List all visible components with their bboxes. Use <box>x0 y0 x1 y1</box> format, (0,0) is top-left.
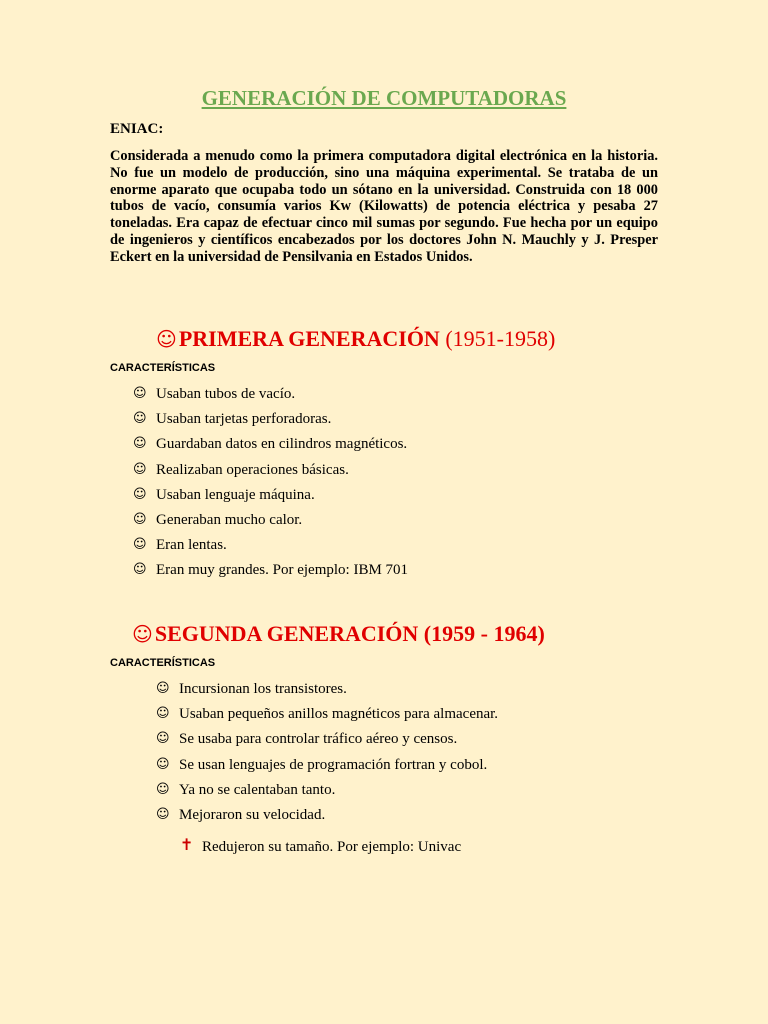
list-item <box>133 408 408 433</box>
list-item-text: Realizaban operaciones básicas. <box>156 461 349 478</box>
smiley-icon: ☺ <box>133 511 147 527</box>
smiley-icon: ☺ <box>156 756 170 772</box>
second-generation-heading <box>132 621 545 647</box>
list-item-text: Ya no se calentaban tanto. <box>179 781 336 798</box>
list-item <box>156 779 498 804</box>
list-item-text: Eran muy grandes. Por ejemplo: IBM 701 <box>156 562 409 579</box>
list-item <box>156 678 498 703</box>
smiley-icon: ☺ <box>132 622 153 646</box>
smiley-icon: ☺ <box>133 486 147 502</box>
list-item <box>133 433 408 458</box>
smiley-icon: ☺ <box>156 806 170 822</box>
smiley-icon: ☺ <box>156 327 177 351</box>
list-item <box>156 703 498 728</box>
first-generation-years: (1951-1958) <box>445 326 556 351</box>
smiley-icon: ☺ <box>133 436 147 452</box>
list-item <box>133 459 408 484</box>
list-item-text: Se usan lenguajes de programación fortran y cobol. <box>179 756 488 773</box>
smiley-icon: ☺ <box>133 386 147 401</box>
smiley-icon: ☺ <box>156 706 170 722</box>
list-item-text: Usaban tarjetas perforadoras. <box>156 411 332 428</box>
smiley-icon: ☺ <box>156 781 170 797</box>
list-item-text: Se usaba para controlar tráfico aéreo y censos. <box>179 731 458 748</box>
list-item-text: Guardaban datos en cilindros magnéticos. <box>156 436 408 453</box>
second-generation-characteristics-label: CARACTERÍSTICAS <box>110 657 216 669</box>
list-item-text: Redujeron su tamaño. Por ejemplo: Univac <box>202 839 462 855</box>
list-item <box>156 804 498 829</box>
eniac-label: ENIAC: <box>110 121 164 137</box>
second-generation-name: SEGUNDA GENERACIÓN <box>154 621 419 646</box>
smiley-icon: ☺ <box>133 411 147 427</box>
smiley-icon: ☺ <box>133 537 147 553</box>
first-generation-name: PRIMERA GENERACIÓN <box>178 326 440 351</box>
list-item-text: Mejoraron su velocidad. <box>179 806 326 823</box>
list-item-text: Incursionan los transistores. <box>179 681 347 697</box>
smiley-icon: ☺ <box>156 731 170 747</box>
first-generation-list <box>133 383 408 585</box>
list-item-text: Usaban tubos de vacío. <box>156 386 296 402</box>
list-item-text: Usaban lenguaje máquina. <box>156 486 315 503</box>
list-item <box>133 383 408 408</box>
list-item <box>156 754 498 779</box>
list-item-text: Eran lentas. <box>156 537 227 554</box>
second-generation-list <box>156 678 498 829</box>
smiley-icon: ☺ <box>133 562 147 578</box>
second-generation-years: (1959 - 1964) <box>423 621 545 646</box>
list-item <box>133 534 408 559</box>
list-item <box>133 559 408 584</box>
eniac-description: Considerada a menudo como la primera computadora digital electrónica en la historia. No fue un modelo de producción, sino una máquina experimental. Se trataba de un enorme aparato que ocupaba todo un sótano en la universidad. Construida con 18 000 tubos de vacío, consumía varios Kw (Kilowatts) de potencia eléctrica y pesaba 27 toneladas. Era capaz de efectuar cinco mil sumas por segundo. Fue hecha por un equipo de ingenieros y científicos encabezados por los doctores John N. Mauchly y J. Presper Eckert en la universidad de Pensilvania en Estados Unidos. <box>110 148 658 265</box>
smiley-icon: ☺ <box>156 681 170 696</box>
list-item <box>133 484 408 509</box>
list-item-text: Usaban pequeños anillos magnéticos para almacenar. <box>179 706 499 723</box>
page-title: GENERACIÓN DE COMPUTADORAS <box>201 86 567 110</box>
first-generation-characteristics-label: CARACTERÍSTICAS <box>110 362 216 374</box>
list-item <box>133 509 408 534</box>
second-generation-extra-item <box>180 836 461 858</box>
list-item-text: Generaban mucho calor. <box>156 511 303 528</box>
smiley-icon: ☺ <box>133 461 147 477</box>
cross-icon: ✝ <box>180 835 194 854</box>
list-item <box>156 728 498 753</box>
first-generation-heading <box>156 326 555 352</box>
